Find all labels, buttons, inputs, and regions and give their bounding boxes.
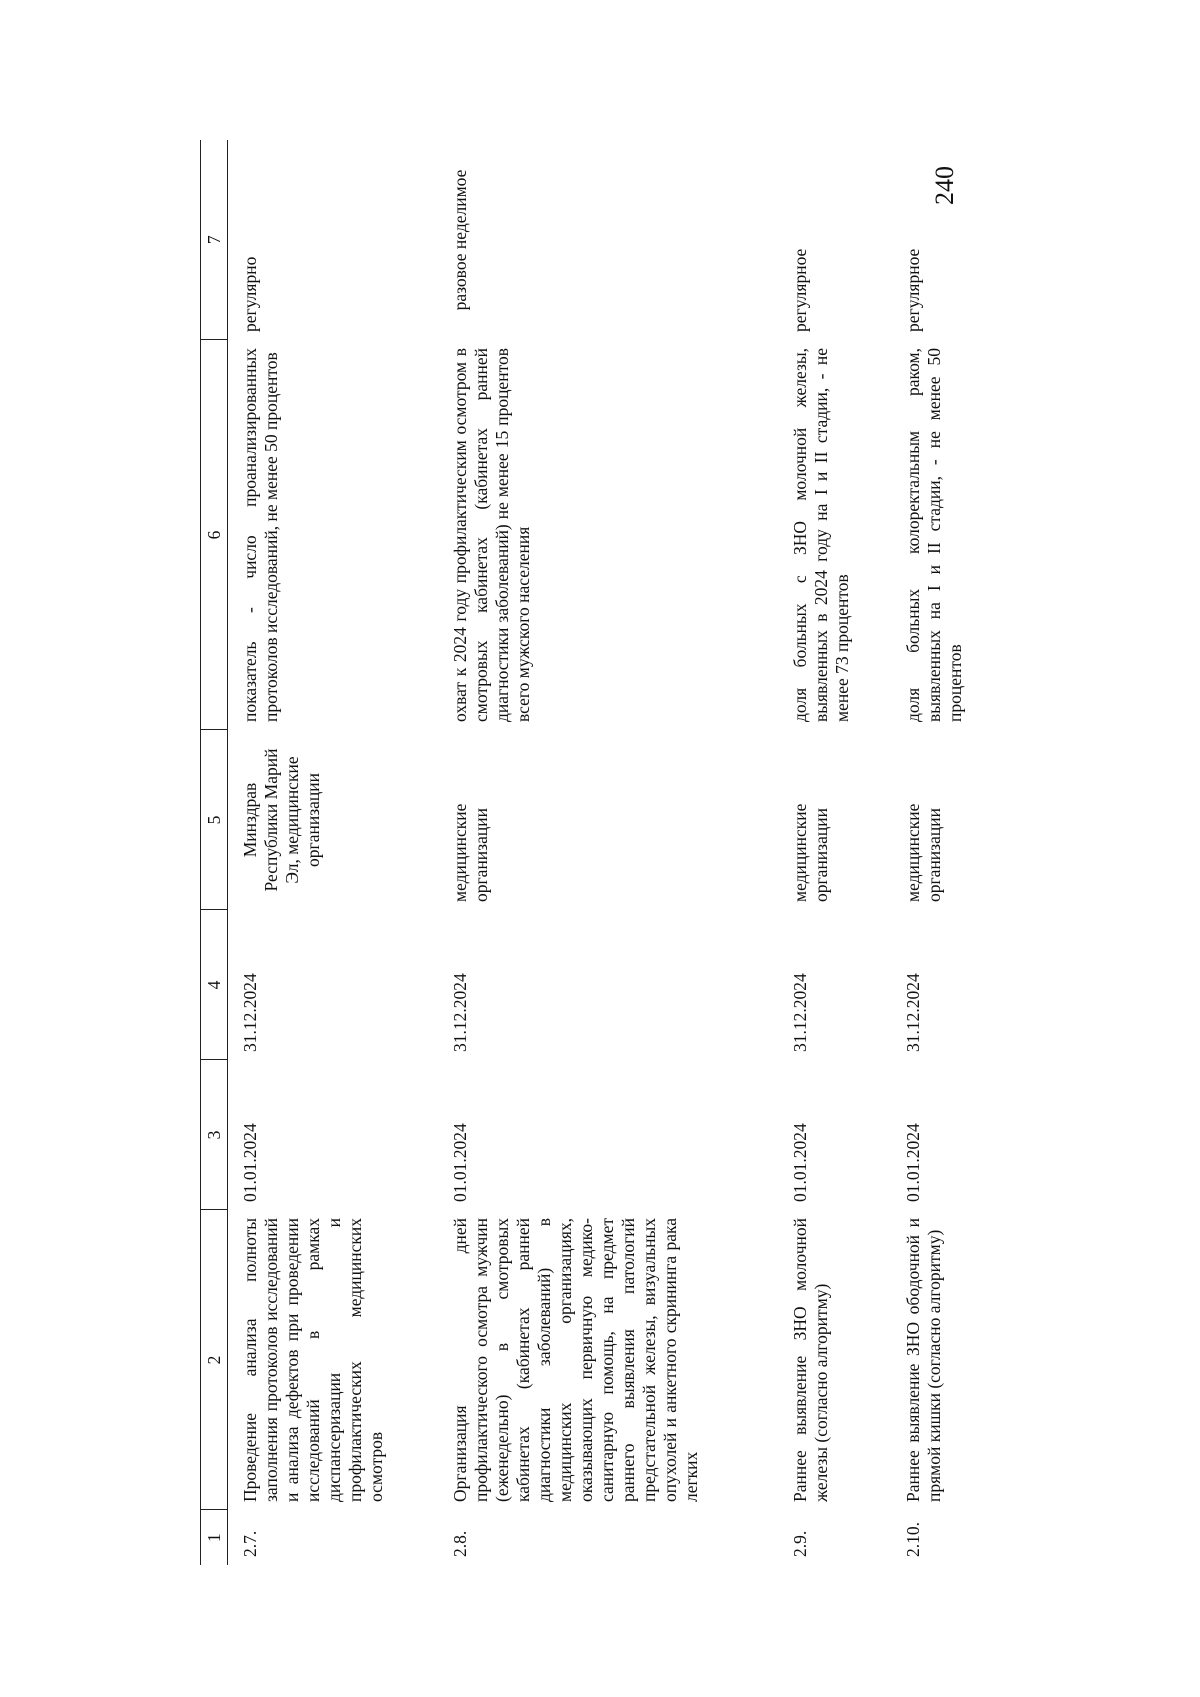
row-number: 2.8. <box>450 1530 470 1557</box>
col-header-3: 3 <box>201 1060 228 1210</box>
result-cell: показатель - число проанализированных протоколов исследований, не менее 50 процентов <box>240 348 281 722</box>
result-cell: доля больных с ЗНО молочной железы, выявленных в 2024 году на I и II стадии, - не менее 73 процентов <box>790 348 852 722</box>
col-header-7: 7 <box>201 140 228 340</box>
activity-cell: Проведение анализа полноты заполнения протоколов исследований и анализа дефектов при проведении исследований в рамках диспансеризации и профилактических медицинских осмотров <box>240 1218 386 1502</box>
type-cell: регулярное <box>903 248 923 332</box>
header-row <box>201 140 228 1565</box>
end-date-cell: 31.12.2024 <box>790 973 810 1052</box>
executor-cell: Минздрав Республики Марий Эл, медицинские организации <box>240 748 323 892</box>
table-row <box>228 140 439 1565</box>
rotated-table-container <box>200 140 1070 1565</box>
col-header-5: 5 <box>201 730 228 910</box>
col-header-6: 6 <box>201 340 228 730</box>
row-number: 2.9. <box>790 1530 810 1557</box>
executor-cell: медицинские организации <box>450 803 491 902</box>
col-header-4: 4 <box>201 910 228 1060</box>
result-cell: охват к 2024 году профилактическим осмотром в смотровых кабинетах (кабинетах ранней диагностики заболеваний) не менее 15 процентов всего мужского населения <box>450 348 533 722</box>
result-cell: доля больных колоректальным раком, выявленных на I и II стадии, - не менее 50 процентов <box>903 348 965 722</box>
executor-cell: медицинские организации <box>790 803 831 902</box>
type-cell: регулярное <box>790 248 810 332</box>
start-date-cell: 01.01.2024 <box>790 1123 810 1202</box>
table-row <box>891 140 1005 1565</box>
col-header-2: 2 <box>201 1210 228 1510</box>
page-number: 240 <box>930 166 959 205</box>
end-date-cell: 31.12.2024 <box>450 973 470 1052</box>
activity-cell: Организация дней профилактического осмотра мужчин (еженедельно) в смотровых кабинетах (кабинетах ранней диагностики заболеваний) в медицинских организациях, оказывающих первичную медико-санитарную помощь, на предмет раннего выявления патологий предстательной железы, визуальных опухолей и анкетного скрининга рака легких <box>450 1218 701 1502</box>
start-date-cell: 01.01.2024 <box>240 1123 260 1202</box>
executor-cell: медицинские организации <box>903 803 944 902</box>
type-cell: регулярно <box>240 256 260 332</box>
type-cell: разовое неделимое <box>450 169 470 311</box>
end-date-cell: 31.12.2024 <box>903 973 923 1052</box>
row-number: 2.10. <box>903 1522 923 1557</box>
start-date-cell: 01.01.2024 <box>903 1123 923 1202</box>
plan-table <box>200 140 1005 1565</box>
table-row <box>438 140 778 1565</box>
col-header-1: 1 <box>201 1510 228 1565</box>
row-number: 2.7. <box>240 1530 260 1557</box>
start-date-cell: 01.01.2024 <box>450 1123 470 1202</box>
end-date-cell: 31.12.2024 <box>240 973 260 1052</box>
activity-cell: Раннее выявление ЗНО молочной железы (согласно алгоритму) <box>790 1218 831 1502</box>
table-row <box>778 140 891 1565</box>
activity-cell: Раннее выявление ЗНО ободочной и прямой кишки (согласно алгоритму) <box>903 1218 944 1502</box>
